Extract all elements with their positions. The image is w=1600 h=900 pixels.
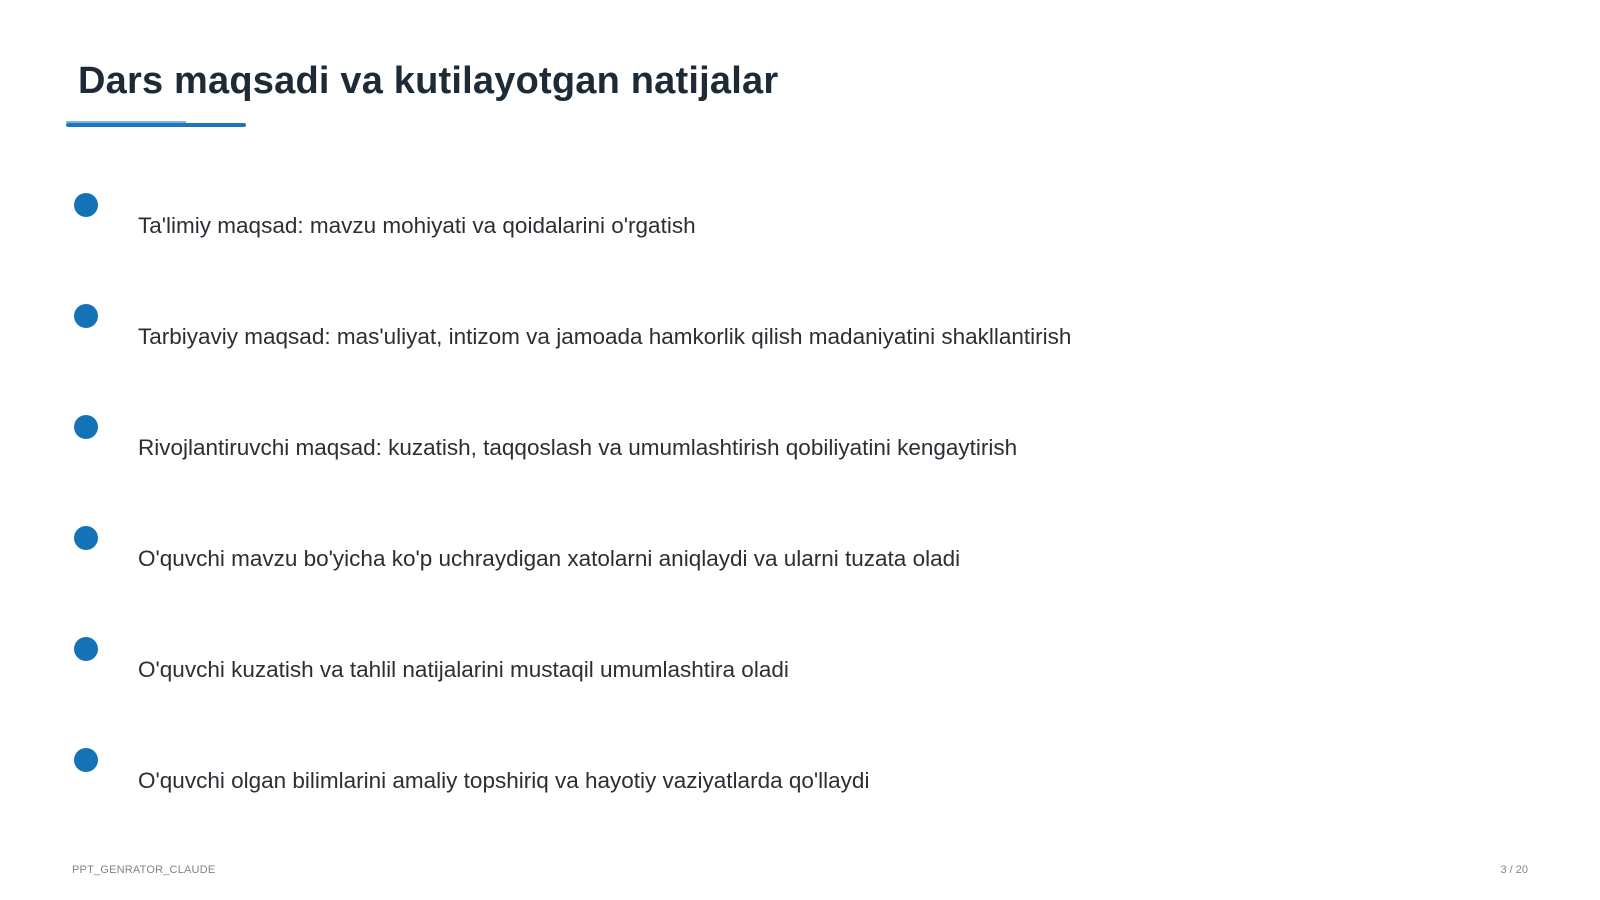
bullet-dot-icon — [74, 304, 98, 328]
list-item — [74, 304, 1514, 364]
list-item — [74, 748, 1514, 808]
list-item — [74, 637, 1514, 697]
bullet-dot-icon — [74, 637, 98, 661]
list-item-text: Ta'limiy maqsad: mavzu mohiyati va qoidalarini o'rgatish — [138, 213, 696, 238]
slide-title: Dars maqsadi va kutilayotgan natijalar — [78, 60, 779, 102]
bullet-dot-icon — [74, 415, 98, 439]
list-item-text: Rivojlantiruvchi maqsad: kuzatish, taqqoslash va umumlashtirish qobiliyatini kengaytirish — [138, 435, 1018, 460]
bullet-dot-icon — [74, 193, 98, 217]
page-indicator: 3 / 20 — [1500, 864, 1528, 876]
list-item-text: Tarbiyaviy maqsad: mas'uliyat, intizom va jamoada hamkorlik qilish madaniyatini shakllantirish — [138, 324, 1072, 349]
list-item-text: O'quvchi kuzatish va tahlil natijalarini mustaqil umumlashtira oladi — [138, 657, 789, 682]
list-item-text: O'quvchi olgan bilimlarini amaliy topshiriq va hayotiy vaziyatlarda qo'llaydi — [138, 768, 870, 793]
list-item — [74, 526, 1514, 586]
list-item — [74, 415, 1514, 475]
list-item — [74, 193, 1514, 253]
list-item-text: O'quvchi mavzu bo'yicha ko'p uchraydigan xatolarni aniqlaydi va ularni tuzata oladi — [138, 546, 961, 571]
footer-source-label: PPT_GENRATOR_CLAUDE — [72, 864, 216, 876]
bullet-dot-icon — [74, 748, 98, 772]
bullet-dot-icon — [74, 526, 98, 550]
